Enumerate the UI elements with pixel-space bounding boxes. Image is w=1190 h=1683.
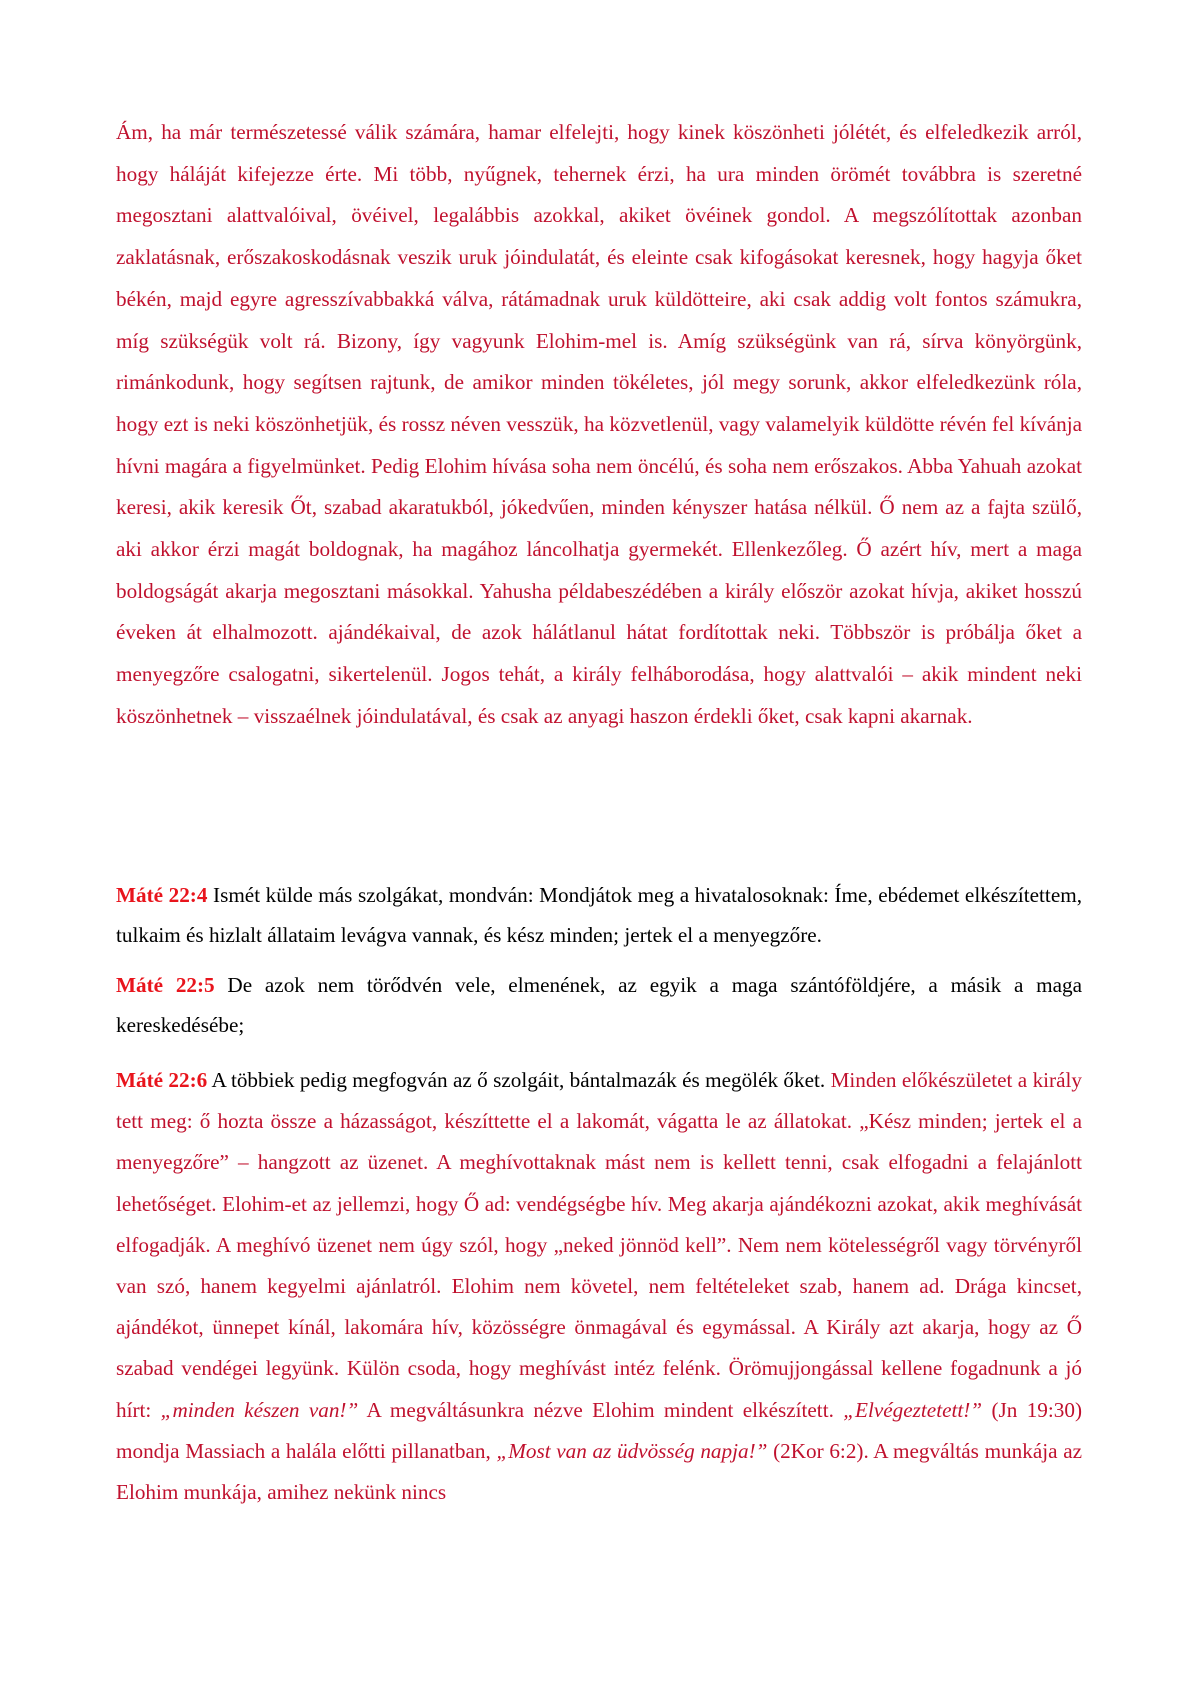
commentary-quote: „Elvégeztetett!” xyxy=(843,1397,983,1422)
verse-text: De azok nem törődvén vele, elmenének, az egyik a maga szántóföldjére, a másik a maga kereskedésébe; xyxy=(116,973,1082,1037)
commentary-text: (Jn 19:30) mondja Massiach a halála előtti pillanatban, xyxy=(116,1397,1083,1463)
verse-reference: Máté 22:5 xyxy=(116,973,215,997)
commentary-text: A megváltásunkra nézve Elohim mindent elkészített. xyxy=(358,1397,844,1422)
commentary-text: Minden előkészületet a király tett meg: ő hozta össze a házasságot, készíttette el a lakomát, vágatta le az állatokat. „Kész minden; jertek el a menyegzőre” – hangzott az üzenet. A meghívottaknak mást nem is kellett tenni, csak elfogadni a felajánlott lehetőséget. Elohim-et az jellemzi, hogy Ő ad: vendégségbe hív. Meg akarja ajándékozni azokat, akik meghívását elfogadják. A meghívó üzenet nem úgy szól, hogy „neked jönnöd kell”. Nem nem kötelességről vagy törvényről van szó, hanem kegyelmi ajánlatról. Elohim nem követel, nem feltételeket szab, hanem ad. Drága kincset, ajándékot, ünnepet kínál, lakomára hív, közösségre önmagával és egymással. A Király azt akarja, hogy az Ő szabad vendégei legyünk. Külön csoda, hogy meghívást intéz felénk. Örömujjongással kellene fogadnunk a jó hírt: xyxy=(116,1068,1082,1422)
commentary-paragraph-1: Ám, ha már természetessé válik számára, hamar elfelejti, hogy kinek köszönheti jólétét, és elfeledkezik arról, hogy háláját kifejezze érte. Mi több, nyűgnek, tehernek érzi, ha ura minden örömét továbbra is szeretné megosztani alattvalóival, övéivel, legalábbis azokkal, akiket övéinek gondol. A megszólítottak azonban zaklatásnak, erőszakoskodásnak veszik uruk jóindulatát, és eleinte csak kifogásokat keresnek, hogy hagyja őket békén, majd egyre agresszívabbakká válva, rátámadnak uruk küldötteire, aki csak addig volt fontos számukra, míg szükségük volt rá. Bizony, így vagyunk Elohim-mel is. Amíg szükségünk van rá, sírva könyörgünk, rimánkodunk, hogy segítsen rajtunk, de amikor minden tökéletes, jól megy sorunk, akkor elfeledkezünk róla, hogy ezt is neki köszönhetjük, és rossz néven vesszük, ha közvetlenül, vagy valamelyik küldötte révén fel kívánja hívni magára a figyelmünket. Pedig Elohim hívása soha nem öncélú, és soha nem erőszakos. Abba Yahuah azokat keresi, akik keresik Őt, szabad akaratukból, jókedvűen, minden kényszer hatása nélkül. Ő nem az a fajta szülő, aki akkor érzi magát boldognak, ha magához láncolhatja gyermekét. Ellenkezőleg. Ő azért hív, mert a maga boldogságát akarja megosztani másokkal. Yahusha példabeszédében a király először azokat hívja, akiket hosszú éveken át elhalmozott. ajándékaival, de azok hálátlanul hátat fordítottak neki. Többször is próbálja őket a menyegzőre csalogatni, sikertelenül. Jogos tehát, a király felháborodása, hogy alattvalói – akik mindent neki köszönhetnek – visszaélnek jóindulatával, és csak az anyagi haszon érdekli őket, csak kapni akarnak. xyxy=(116,120,1082,728)
commentary-text: (2Kor 6:2). A megváltás munkája az Elohim munkája, amihez nekünk nincs xyxy=(116,1438,1082,1505)
verse-mate-22-5 xyxy=(116,965,1082,1045)
verse-text: Ismét külde más szolgákat, mondván: Mondjátok meg a hivatalosoknak: Íme, ebédemet elkészítettem, tulkaim és hizlalt állataim levágva vannak, és kész minden; jertek el a menyegzőre. xyxy=(116,883,1082,947)
verse-reference: Máté 22:6 xyxy=(116,1068,208,1092)
verse-reference: Máté 22:4 xyxy=(116,883,208,907)
commentary-quote: „minden készen van!” xyxy=(160,1397,359,1422)
verse-text: A többiek pedig megfogván az ő szolgáit, bántalmazák és megölék őket. xyxy=(207,1068,831,1092)
verse-mate-22-4 xyxy=(116,875,1082,955)
verse-mate-22-6-with-commentary xyxy=(116,1060,1082,1513)
commentary-quote: „Most van az üdvösség napja!” xyxy=(496,1438,768,1463)
